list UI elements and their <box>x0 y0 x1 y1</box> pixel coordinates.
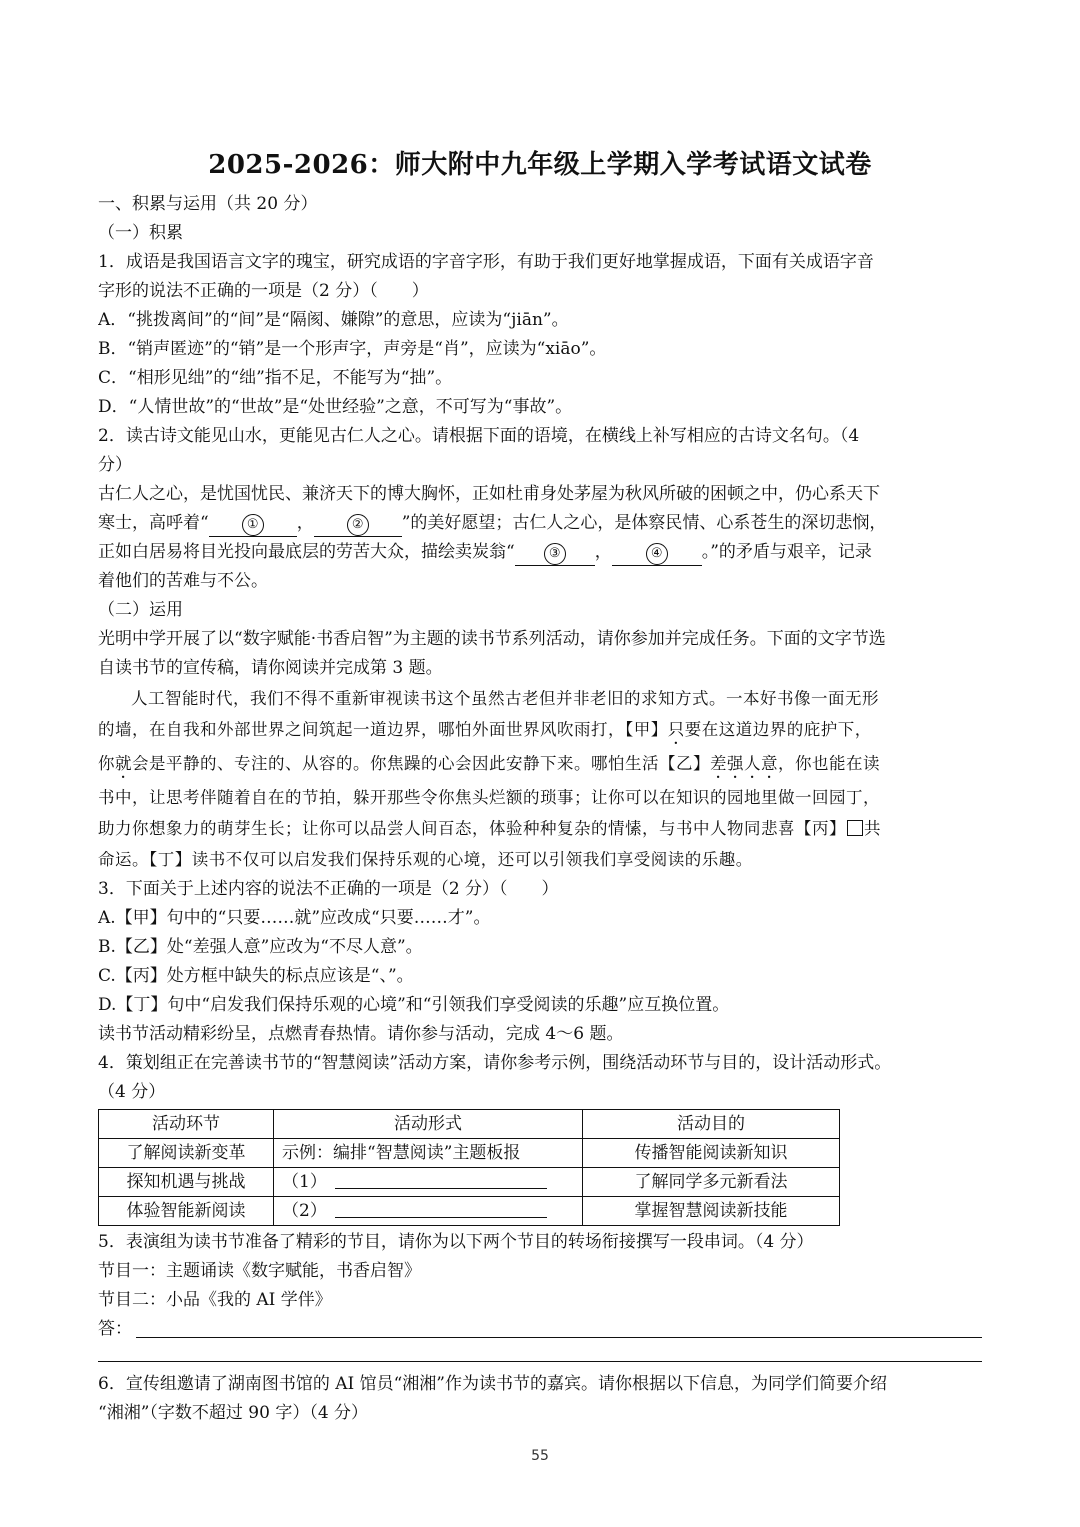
q2-context-line1: 古仁人之心，是忧国忧民、兼济天下的博大胸怀，正如杜甫身处茅屋为秋风所破的困顿之中，仍心系天下 <box>98 484 880 504</box>
q4-stem-line2: （4 分） <box>98 1082 166 1102</box>
q3-stem: 3．下面关于上述内容的说法不正确的一项是（2 分）（ ） <box>98 879 559 899</box>
fill-blank-2[interactable] <box>314 513 402 537</box>
q3-option-d: D.【丁】句中“启发我们保持乐观的心境”和“引领我们享受阅读的乐趣”应互换位置。 <box>98 995 730 1015</box>
lead-paragraph: 读书节活动精彩纷呈，点燃青春热情。请你参与活动，完成 4～6 题。 <box>98 1024 624 1044</box>
q2-text: ”的美好愿望；古仁人之心，是体察民情、心系苍生的深切悲悯， <box>401 513 887 533</box>
blank-marker: ④ <box>646 543 668 565</box>
q5-program-2: 节目二：小品《我的 AI 学伴》 <box>98 1290 332 1310</box>
table-header: 活动形式 <box>274 1110 583 1139</box>
emphasized-word: 就 <box>115 754 132 773</box>
q2-text: 正如白居易将目光投向最底层的劳苦大众，描绘卖炭翁“ <box>98 542 515 562</box>
q1-option-b: B．“销声匿迹”的“销”是一个形声字，声旁是“肖”，应读为“xiāo”。 <box>98 339 607 359</box>
q2-text: 寒士，高呼着“ <box>98 513 209 533</box>
passage-text: 会是平静的、专注的、从容的。你焦躁的心会因此安静下来。哪怕生活【乙】 <box>132 754 710 773</box>
intro-line1: 光明中学开展了以“数字赋能·书香启智”为主题的读书节系列活动，请你参加并完成任务。下面的文字节选 <box>98 629 886 649</box>
table-header: 活动环节 <box>99 1110 274 1139</box>
table-cell: 体验智能新阅读 <box>99 1197 274 1226</box>
intro-line2: 自读书节的宣传稿，请你阅读并完成第 3 题。 <box>98 658 443 678</box>
table-cell: 示例：编排“智慧阅读”主题板报 <box>274 1139 583 1168</box>
empty-box[interactable] <box>847 820 863 836</box>
answer-line-2[interactable] <box>98 1360 982 1362</box>
passage-text: 你 <box>98 754 115 773</box>
q5-program-1: 节目一：主题诵读《数字赋能，书香启智》 <box>98 1261 421 1281</box>
table-cell: 了解阅读新变革 <box>99 1139 274 1168</box>
fill-blank-1[interactable] <box>209 513 297 537</box>
answer-line[interactable] <box>136 1317 982 1338</box>
q6-stem-line1: 6．宣传组邀请了湖南图书馆的 AI 馆员“湘湘”作为读书节的嘉宾。请你根据以下信息，为同学们简要介绍 <box>98 1374 887 1394</box>
q4-stem-line1: 4．策划组正在完善读书节的“智慧阅读”活动方案，请你参考示例，围绕活动环节与目的，设计活动形式。 <box>98 1053 892 1073</box>
q2-text: ， <box>594 542 612 562</box>
subsection-heading: （一）积累 <box>98 223 183 243</box>
passage-line: 命运。【丁】读书不仅可以启发我们保持乐观的心境，还可以引领我们享受阅读的乐趣。 <box>98 850 753 869</box>
table-row <box>99 1197 840 1226</box>
answer-blank[interactable] <box>335 1199 547 1218</box>
q6-stem-line2: “湘湘”（字数不超过 90 字）（4 分） <box>98 1403 369 1423</box>
table-row <box>99 1168 840 1197</box>
passage-text: 共 <box>864 819 881 838</box>
passage-line: 人工智能时代，我们不得不重新审视读书这个虽然古老但并非老旧的求知方式。一本好书像一面无形 <box>131 689 879 708</box>
blank-marker: ③ <box>544 543 566 565</box>
fill-blank-4[interactable] <box>612 542 702 566</box>
q2-context-line2 <box>98 509 982 538</box>
passage-text: 的墙，在自我和外部世界之间筑起一道边界，哪怕外面世界风吹雨打，【甲】 <box>98 720 668 739</box>
table-header: 活动目的 <box>583 1110 840 1139</box>
subsection-heading: （二）运用 <box>98 600 183 620</box>
q2-context-line3 <box>98 538 982 567</box>
passage-line <box>98 714 982 748</box>
q2-text: 。”的矛盾与艰辛，记录 <box>701 542 872 562</box>
passage-text: 助力你想象力的萌芽生长；让你可以品尝人间百态，体验种种复杂的情愫，与书中人物同悲喜【丙】 <box>98 819 846 838</box>
answer-number: （1） <box>282 1172 327 1192</box>
emphasized-idiom: 差强人意 <box>710 754 778 773</box>
table-cell: 探知机遇与挑战 <box>99 1168 274 1197</box>
passage-text: ，你也能在读 <box>778 754 880 773</box>
q5-stem: 5．表演组为读书节准备了精彩的节目，请你为以下两个节目的转场衔接撰写一段串词。（4 分） <box>98 1232 814 1252</box>
answer-blank[interactable] <box>335 1170 547 1189</box>
emphasized-word: 只 <box>667 720 685 739</box>
table-cell: 传播智能阅读新知识 <box>583 1139 840 1168</box>
table-cell-answer[interactable] <box>274 1197 583 1226</box>
table-header-row <box>99 1110 840 1139</box>
reading-passage <box>98 683 982 875</box>
q2-stem-line1: 2．读古诗文能见山水，更能见古仁人之心。请根据下面的语境，在横线上补写相应的古诗文名句。（4 <box>98 426 860 446</box>
section-heading: 一、积累与运用（共 20 分） <box>98 194 318 214</box>
fill-blank-3[interactable] <box>515 542 595 566</box>
q1-stem-line1: 1．成语是我国语言文字的瑰宝，研究成语的字音字形，有助于我们更好地掌握成语，下面有关成语字音 <box>98 252 874 272</box>
q3-option-c: C.【丙】处方框中缺失的标点应该是“、”。 <box>98 966 414 986</box>
passage-line <box>98 748 982 782</box>
table-cell: 了解同学多元新看法 <box>583 1168 840 1197</box>
answer-number: （2） <box>282 1201 327 1221</box>
q1-option-c: C．“相形见绌”的“绌”指不足，不能写为“拙”。 <box>98 368 453 388</box>
q1-option-d: D．“人情世故”的“世故”是“处世经验”之意，不可写为“事故”。 <box>98 397 573 417</box>
passage-line <box>98 813 982 844</box>
answer-label: 答： <box>98 1319 132 1339</box>
passage-line: 书中，让思考伴随着自在的节拍，躲开那些令你焦头烂额的琐事；让你可以在知识的园地里做一回园丁， <box>98 788 880 807</box>
page-number: 55 <box>531 1448 549 1464</box>
table-cell: 掌握智慧阅读新技能 <box>583 1197 840 1226</box>
blank-marker: ① <box>242 514 264 536</box>
table-row <box>99 1139 840 1168</box>
q1-stem-line2: 字形的说法不正确的一项是（2 分）（ ） <box>98 281 429 301</box>
activity-table <box>98 1109 840 1226</box>
q3-option-a: A.【甲】句中的“只要……就”应改成“只要……才”。 <box>98 908 491 928</box>
q5-answer-row <box>98 1315 982 1344</box>
blank-marker: ② <box>347 514 369 536</box>
passage-text: 要在这道边界的庇护下， <box>684 720 872 739</box>
q1-option-a: A．“挑拨离间”的“间”是“隔阂、嫌隙”的意思，应读为“jiān”。 <box>98 310 569 330</box>
table-cell-answer[interactable] <box>274 1168 583 1197</box>
exam-content <box>98 190 982 1428</box>
q2-stem-line2: 分） <box>98 455 132 475</box>
q3-option-b: B.【乙】处“差强人意”应改为“不尽人意”。 <box>98 937 423 957</box>
q2-context-line4: 着他们的苦难与不公。 <box>98 571 268 591</box>
q2-text: ， <box>296 513 314 533</box>
page-title: 2025-2026：师大附中九年级上学期入学考试语文试卷 <box>208 150 872 180</box>
